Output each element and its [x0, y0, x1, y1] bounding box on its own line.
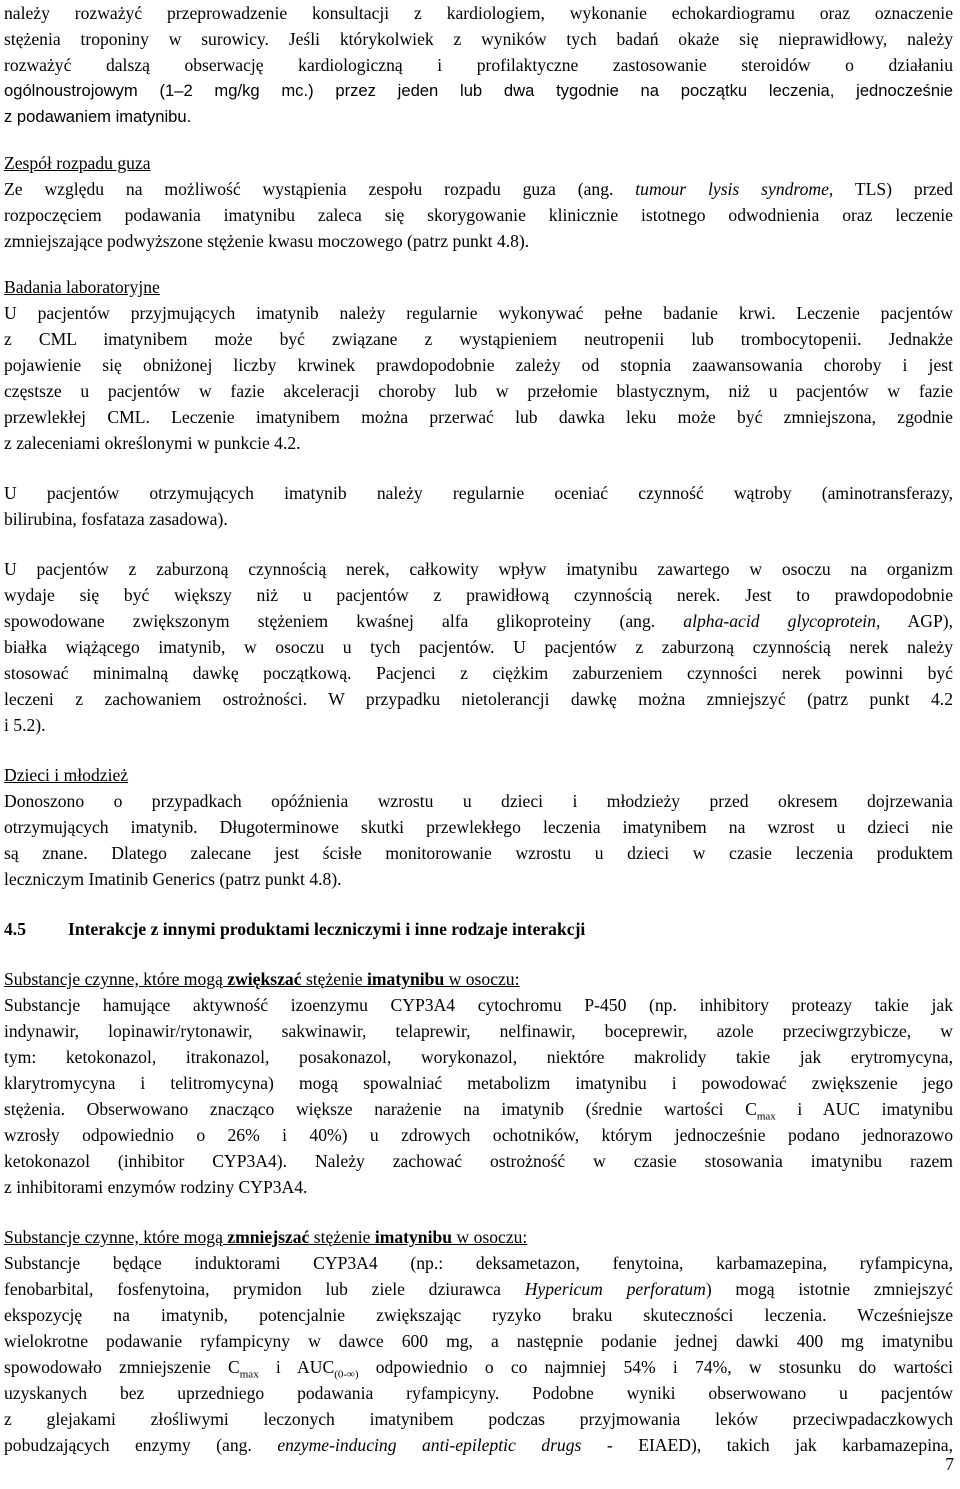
text-line: z inhibitorami enzymów rodziny CYP3A4. — [4, 1177, 308, 1197]
subheading-decrease: Substancje czynne, które mogą zmniejszać stężenie imatynibu w osoczu: — [4, 1227, 528, 1247]
subheading-increase: Substancje czynne, które mogą zwiększać stężenie imatynibu w osoczu: — [4, 969, 520, 989]
text-line: leczniczym Imatinib Generics (patrz punkt 4.8). — [4, 869, 342, 889]
text-line: bilirubina, fosfataza zasadowa). — [4, 509, 228, 529]
section-decrease-concentration — [4, 1224, 953, 1458]
text-line: stężenia. Obserwowano znacząco większe narażenie na imatynib (średnie wartości $C_{max}$ i AUC imatynibu — [4, 1099, 953, 1123]
text-line: z podawaniem imatynibu. — [4, 107, 192, 126]
section-increase-concentration — [4, 966, 953, 1200]
text-line: otrzymujących imatynib. Długoterminowe skutki przewlekłego leczenia imatynibem na wzrost u dzieci nie — [4, 817, 953, 837]
text-line: spowodowane zwiększonym stężeniem kwaśnej alfa glikoproteiny (ang. alpha-acid glycoprotein, AGP), — [4, 611, 953, 631]
text-line: fenobarbital, fosfenytoina, prymidon lub ziele dziurawca Hypericum perforatum) mogą istotnie zmniejszyć — [4, 1279, 953, 1299]
text-line: Substancje będące induktorami CYP3A4 (np.: deksametazon, fenytoina, karbamazepina, ryfampicyna, — [4, 1253, 953, 1273]
section-title: Interakcje z innymi produktami leczniczymi i inne rodzaje interakcji — [68, 919, 586, 939]
text-line: białka wiążącego imatynib, w osoczu u tych pacjentów. U pacjentów z zaburzoną czynnością nerek należy — [4, 637, 953, 657]
text-line: Donoszono o przypadkach opóźnienia wzrostu u dzieci i młodzieży przed okresem dojrzewania — [4, 791, 953, 811]
text-line: zmniejszające podwyższone stężenie kwasu moczowego (patrz punkt 4.8). — [4, 231, 530, 251]
text-line: z glejakami złośliwymi leczonych imatynibem podczas przyjmowania leków przeciwpadaczkowych — [4, 1409, 953, 1429]
text-line: ogólnoustrojowym (1–2 mg/kg mc.) przez jeden lub dwa tygodnie na początku leczenia, jednocześnie — [4, 81, 953, 100]
text-line: rozpoczęciem podawania imatynibu zaleca się skorygowanie klinicznie istotnego odwodnienia oraz leczenie — [4, 205, 953, 225]
paragraph-liver — [4, 480, 953, 532]
text-line: stosować minimalną dawkę początkową. Pacjenci z ciężkim zaburzeniem czynności nerek powinni być — [4, 663, 953, 683]
section-children — [4, 762, 953, 892]
text-line: wielokrotne podawanie ryfampicyny w dawce 600 mg, a następnie podanie jednej dawki 400 mg imatynibu — [4, 1331, 953, 1351]
text-line: są znane. Dlatego zalecane jest ścisłe monitorowanie wzrostu u dzieci w czasie leczenia produktem — [4, 843, 953, 863]
section-number: 4.5 — [4, 919, 26, 939]
text-line: U pacjentów z zaburzoną czynnością nerek, całkowity wpływ imatynibu zawartego w osoczu na organizm — [4, 559, 953, 579]
text-line: Substancje hamujące aktywność izoenzymu CYP3A4 cytochromu P-450 (np. inhibitory proteazy takie jak — [4, 995, 953, 1015]
text-line: wydaje się być większy niż u pacjentów z prawidłową czynnością nerek. Jest to prawdopodobnie — [4, 585, 953, 605]
paragraph-kidney — [4, 556, 953, 738]
subheading-tumour-lysis: Zespół rozpadu guza — [4, 153, 151, 173]
text-line: z zaleceniami określonymi w punkcie 4.2. — [4, 433, 301, 453]
text-line: indynawir, lopinawir/rytonawir, sakwinawir, telaprewir, nelfinawir, boceprewir, azole przeciwgrzybicze, w — [4, 1021, 953, 1041]
text-line: spowodowało zmniejszenie $C_{max}$ i $AUC_{(0-\infty)}$ odpowiednio o co najmniej 54% i 74%, w stosunku do wartości — [4, 1357, 953, 1381]
section-lab-tests — [4, 274, 953, 456]
paragraph-cardiology — [4, 0, 953, 130]
subheading-children: Dzieci i młodzież — [4, 765, 129, 785]
text-line: ekspozycję na imatynib, potencjalnie zwiększając ryzyko braku skuteczności leczenia. Wcześniejsze — [4, 1305, 953, 1325]
text-line: pobudzających enzymy (ang. enzyme-inducing anti-epileptic drugs - EIAED), takich jak karbamazepina, — [4, 1435, 954, 1455]
page-number: 7 — [945, 1454, 954, 1474]
text-line: należy rozważyć przeprowadzenie konsultacji z kardiologiem, wykonanie echokardiogramu oraz oznaczenie — [4, 3, 953, 23]
text-line: i 5.2). — [4, 715, 46, 735]
text-line: Ze względu na możliwość wystąpienia zespołu rozpadu guza (ang. tumour lysis syndrome, TLS) przed — [4, 179, 953, 199]
text-line: rozważyć dalszą obserwację kardiologiczną i profilaktyczne zastosowanie steroidów o działaniu — [4, 55, 953, 75]
text-line: klarytromycyna i telitromycyna) mogą spowalniać metabolizm imatynibu i powodować zwiększenie jego — [4, 1073, 953, 1093]
text-line: U pacjentów przyjmujących imatynib należy regularnie wykonywać pełne badanie krwi. Leczenie pacjentów — [4, 303, 953, 323]
text-line: leczeni z zachowaniem ostrożności. W przypadku nietolerancji dawkę można zmniejszyć (patrz punkt 4.2 — [4, 689, 953, 709]
text-line: z CML imatynibem może być związane z wystąpieniem neutropenii lub trombocytopenii. Jednakże — [4, 329, 953, 349]
text-line: pojawienie się obniżonej liczby krwinek prawdopodobnie zależy od stopnia zaawansowania choroby i jest — [4, 355, 953, 375]
text-line: ketokonazol (inhibitor CYP3A4). Należy zachować ostrożność w czasie stosowania imatynibu razem — [4, 1151, 953, 1171]
text-line: U pacjentów otrzymujących imatynib należy regularnie oceniać czynność wątroby (aminotransferazy, — [4, 483, 953, 503]
text-line: przewlekłej CML. Leczenie imatynibem można przerwać lub dawka leku może być zmniejszona, zgodnie — [4, 407, 953, 427]
subheading-lab-tests: Badania laboratoryjne — [4, 277, 160, 297]
section-tumour-lysis — [4, 150, 953, 254]
text-line: tym: ketokonazol, itrakonazol, posakonazol, worykonazol, niektóre makrolidy takie jak erytromycyna, — [4, 1047, 953, 1067]
text-line: uzyskanych bez uprzedniego podawania ryfampicyny. Podobne wyniki obserwowano u pacjentów — [4, 1383, 953, 1403]
text-line: częstsze u pacjentów w fazie akceleracji choroby lub w przełomie blastycznym, niż u pacjentów w fazie — [4, 381, 953, 401]
section-heading-4-5 — [4, 916, 953, 942]
text-line: wzrosły odpowiednio o 26% i 40%) u zdrowych ochotników, którym jednocześnie podano jednorazowo — [4, 1125, 953, 1145]
text-line: stężenia troponiny w surowicy. Jeśli którykolwiek z wyników tych badań okaże się nieprawidłowy, należy — [4, 29, 953, 49]
